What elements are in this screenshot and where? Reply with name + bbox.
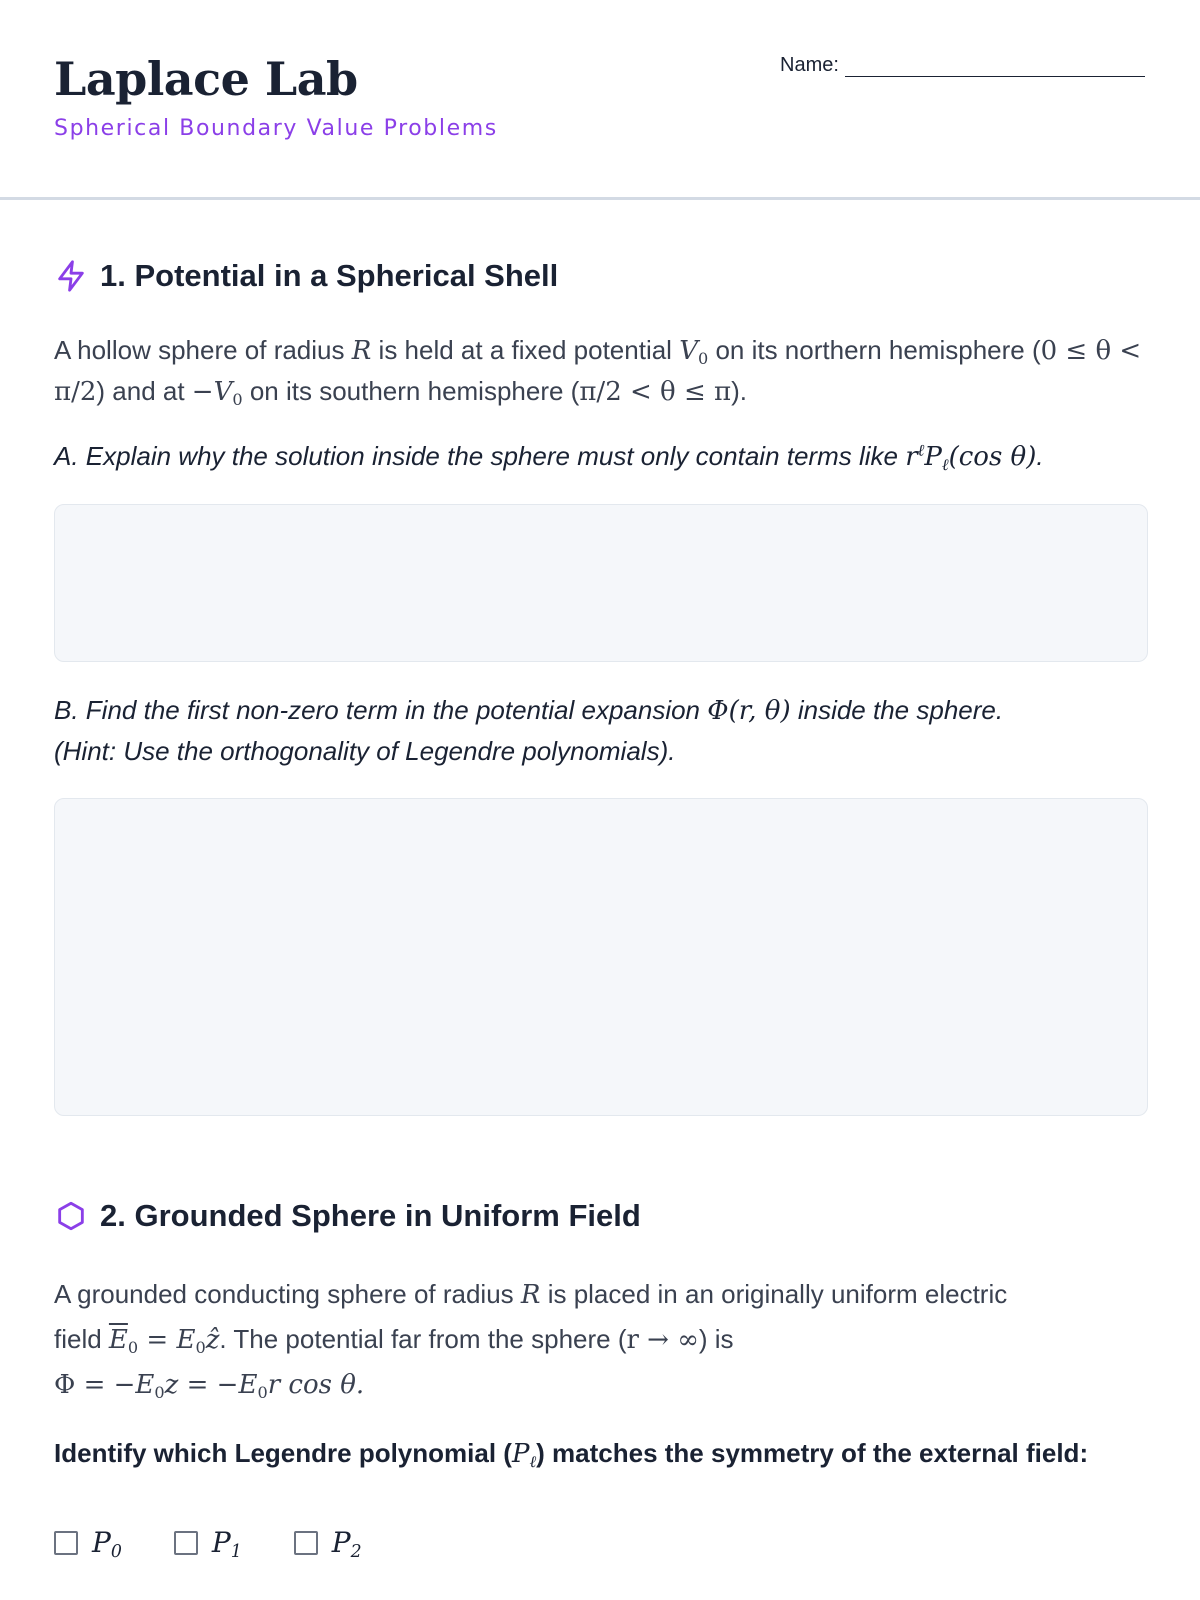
answer-box-a[interactable]	[54, 504, 1148, 662]
section-1-title: 1. Potential in a Spherical Shell	[100, 258, 559, 293]
legendre-options	[54, 1526, 414, 1563]
option-p1[interactable]: $P_1$	[174, 1526, 242, 1559]
checkbox-p0[interactable]	[54, 1531, 78, 1555]
answer-box-b[interactable]	[54, 798, 1148, 1116]
checkbox-p2[interactable]	[294, 1531, 318, 1555]
page-title: Laplace Lab	[54, 52, 358, 106]
checkbox-p1[interactable]	[174, 1531, 198, 1555]
option-p0[interactable]: $P_0$	[54, 1526, 122, 1559]
page-subtitle: Spherical Boundary Value Problems	[54, 116, 498, 141]
lightning-icon	[54, 259, 88, 293]
name-label: Name:	[780, 54, 839, 76]
section-2-title: 2. Grounded Sphere in Uniform Field	[100, 1198, 641, 1233]
question-b: B. Find the first non-zero term in the potential expansion Φ(r, θ) inside the sphere. (Hint: Use the orthogonality of Legendre polynomials).	[54, 695, 1004, 766]
section-2-intro: A grounded conducting sphere of radius R is placed in an originally uniform electric field $\overline{E}_0$ = $E_0ẑ$. The potential far from the sphere (r → ∞) is $\Phi = -E_0z = -E_0r$ cos θ.	[54, 1279, 1008, 1402]
shield-icon	[54, 1199, 88, 1233]
name-input-line[interactable]	[845, 58, 1145, 77]
page-header	[0, 0, 1200, 200]
name-field	[780, 54, 1145, 77]
section-2-prompt: Identify which Legendre polynomial $(P_\ell)$ matches the symmetry of the external field:	[54, 1438, 1089, 1471]
section-1-header	[54, 258, 558, 294]
section-2-header	[54, 1198, 641, 1234]
section-1-intro: A hollow sphere of radius R is held at a fixed potential $V_0$ on its northern hemisphere (0 ≤ θ < π/2) and at $-V_0$ on its southern hemisphere (π/2 < θ ≤ π).	[54, 335, 1142, 409]
question-a: A. Explain why the solution inside the sphere must only contain terms like $r^\ell P_\ell(\cos$ θ).	[54, 440, 1044, 474]
option-p2[interactable]: $P_2$	[294, 1526, 362, 1559]
